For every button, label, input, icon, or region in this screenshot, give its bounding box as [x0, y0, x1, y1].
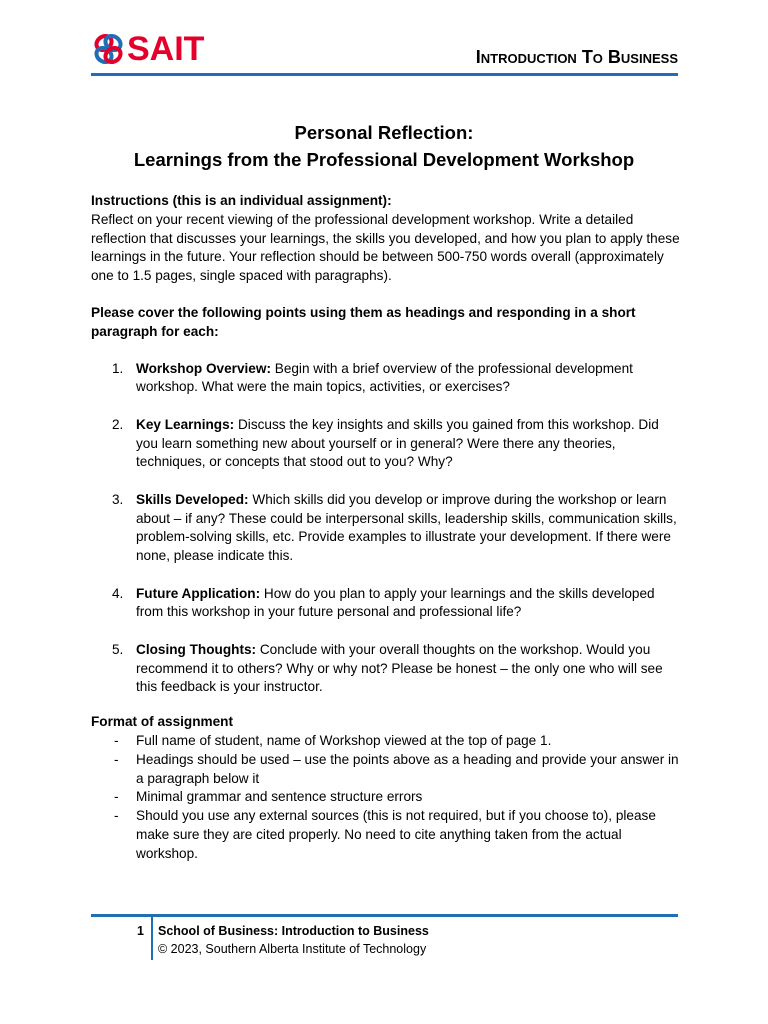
- list-item: [91, 732, 681, 751]
- format-item-text: Headings should be used – use the points above as a heading and provide your answer in a paragraph below it: [136, 751, 679, 786]
- point-heading: Workshop Overview:: [136, 360, 271, 376]
- document-body: [91, 192, 681, 863]
- format-list: [91, 732, 681, 864]
- footer-copyright: © 2023, Southern Alberta Institute of Technology: [158, 942, 427, 956]
- list-item: [91, 807, 681, 863]
- dash-bullet: -: [114, 808, 119, 824]
- sait-logo-icon: [93, 31, 127, 67]
- spacer: [91, 342, 681, 360]
- footer-divider: [91, 914, 678, 917]
- point-heading: Key Learnings:: [136, 416, 235, 432]
- instructions-body: Reflect on your recent viewing of the professional development workshop. Write a detailed reflection that discusses your learnings, the skills you developed, and how you plan to apply these learnings in the future. Your reflection should be between 500-750 words overall (approximately one to 1.5 pages, single spaced with paragraphs).: [91, 211, 680, 284]
- list-number: 1.: [112, 360, 124, 376]
- points-list: [91, 360, 681, 698]
- page-header: [91, 28, 678, 76]
- list-item: [91, 585, 681, 623]
- format-item-text: Should you use any external sources (this is not required, but if you choose to), please make sure they are cited properly. No need to cite anything taken from the actual workshop.: [136, 808, 656, 861]
- point-heading: Closing Thoughts:: [136, 641, 257, 657]
- footer-school: School of Business: Introduction to Business: [158, 924, 429, 938]
- point-heading: Skills Developed:: [136, 491, 249, 507]
- point-text: Which skills did you develop or improve during the workshop or learn about – if any? These could be interpersonal skills, leadership skills, communication skills, problem-solving skills, etc. Provide examples to illustrate your development. If there were none, please indicate this.: [136, 491, 677, 564]
- list-number: 2.: [112, 416, 124, 432]
- list-item: [91, 360, 681, 398]
- dash-bullet: -: [114, 732, 119, 748]
- page-footer: [91, 914, 678, 960]
- logo-wordmark: SAIT: [127, 30, 205, 68]
- header-divider: [91, 73, 678, 76]
- list-number: 5.: [112, 641, 124, 657]
- point-text: Begin with a brief overview of the professional development workshop. What were the main topics, activities, or exercises?: [136, 360, 633, 395]
- dash-bullet: -: [114, 789, 119, 805]
- format-item-text: Minimal grammar and sentence structure errors: [136, 789, 423, 805]
- footer-vertical-divider: [151, 917, 153, 960]
- document-title-line2: Learnings from the Professional Development Workshop: [133, 149, 635, 170]
- document-title-line1: Personal Reflection:: [294, 122, 474, 143]
- instructions-heading: Instructions (this is an individual assignment):: [91, 193, 392, 208]
- page-number: 1: [137, 924, 144, 938]
- dash-bullet: -: [114, 751, 119, 767]
- list-number: 4.: [112, 585, 124, 601]
- point-text: How do you plan to apply your learnings and the skills developed from this workshop in your future personal and professional life?: [136, 585, 655, 620]
- point-heading: Future Application:: [136, 585, 261, 601]
- list-item: [91, 751, 681, 789]
- points-intro: Please cover the following points using them as headings and responding in a short paragraph for each:: [91, 304, 636, 339]
- course-title: Introduction To Business: [475, 47, 678, 67]
- point-text: Discuss the key insights and skills you gained from this workshop. Did you learn something new about yourself or in general? Were there any theories, techniques, or concepts that stood out to you? Why?: [136, 416, 659, 470]
- format-item-text: Full name of student, name of Workshop viewed at the top of page 1.: [136, 732, 552, 748]
- list-item: [91, 416, 681, 472]
- list-item: [91, 641, 681, 697]
- point-text: Conclude with your overall thoughts on the workshop. Would you recommend it to others? Why or why not? Please be honest – the only one who will see this feedback is your instructor.: [136, 641, 663, 695]
- list-number: 3.: [112, 491, 124, 507]
- format-heading: Format of assignment: [91, 714, 233, 730]
- list-item: [91, 788, 681, 807]
- sait-logo: [93, 31, 218, 67]
- list-item: [91, 491, 681, 566]
- spacer: [91, 286, 681, 304]
